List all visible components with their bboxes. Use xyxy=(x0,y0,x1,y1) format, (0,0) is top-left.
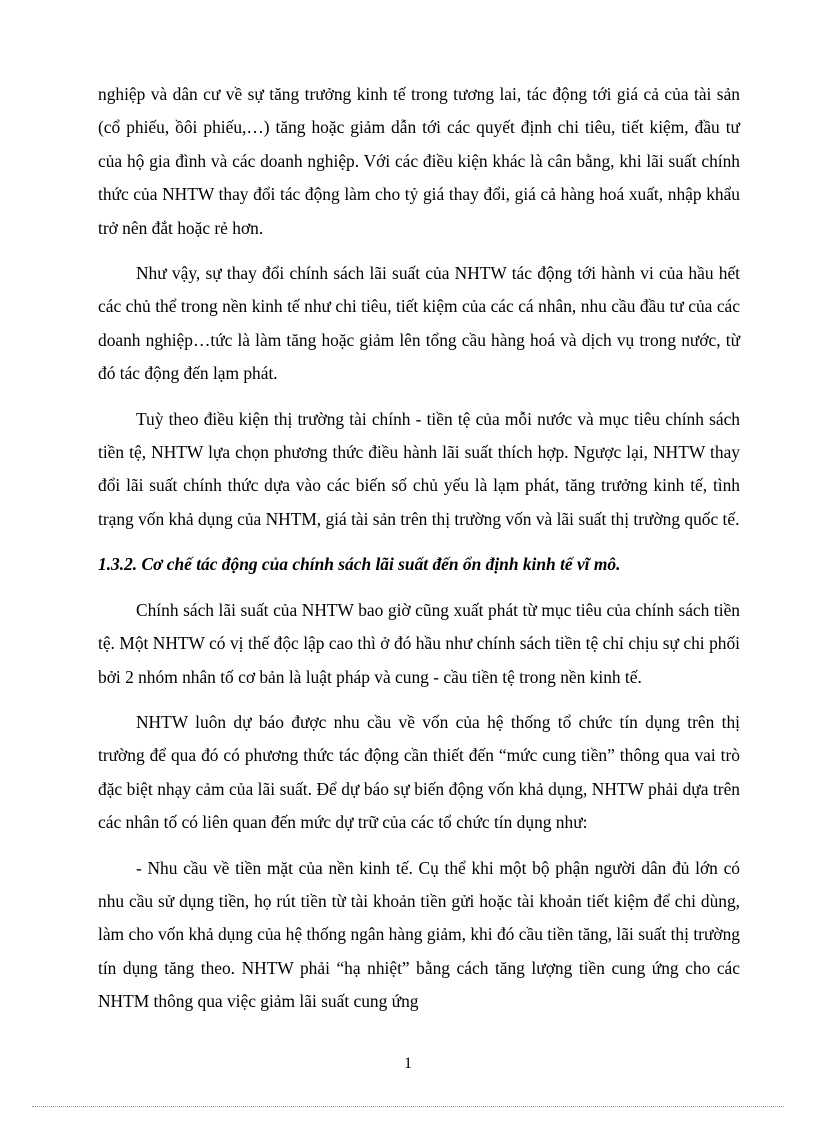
page-number: 1 xyxy=(404,1055,412,1072)
paragraph-operating-method: Tuỳ theo điều kiện thị trường tài chính - tiền tệ của mỗi nước và mục tiêu chính sách tiền tệ, NHTW lựa chọn phương thức điều hành lãi suất thích hợp. Ngược lại, NHTW thay đổi lãi suất chính thức dựa vào các biến số chủ yếu là lạm phát, tăng trưởng kinh tế, tình trạng vốn khả dụng của NHTM, giá tài sản trên thị trường vốn và lãi suất thị trường quốc tế. xyxy=(98,408,740,529)
footer-divider xyxy=(32,1106,784,1107)
paragraph-cash-demand: - Nhu cầu về tiền mặt của nền kinh tế. Cụ thể khi một bộ phận người dân đủ lớn có nhu cầu sử dụng tiền, họ rút tiền từ tài khoản tiền gửi hoặc tài khoản tiết kiệm để chi dùng, làm cho vốn khả dụng của hệ thống ngân hàng giảm, khi đó cầu tiền tăng, lãi suất thị trường tín dụng tăng theo. NHTW phải “hạ nhiệt” bằng cách tăng lượng tiền cung ứng cho các NHTM thông qua việc giảm lãi suất cung ứng xyxy=(98,857,740,1012)
paragraph-capital-forecast: NHTW luôn dự báo được nhu cầu về vốn của hệ thống tổ chức tín dụng trên thị trường để qua đó có phương thức tác động cần thiết đến “mức cung tiền” thông qua vai trò đặc biệt nhạy cảm của lãi suất. Để dự báo sự biến động vốn khả dụng, NHTW phải dựa trên các nhân tố có liên quan đến mức dự trữ của các tổ chức tín dụng như: xyxy=(98,711,740,833)
paragraph-continuation: nghiệp và dân cư về sự tăng trưởng kinh tế trong tương lai, tác động tới giá cả của tài sản (cổ phiếu, ồôi phiếu,…) tăng hoặc giảm dẫn tới các quyết định chi tiêu, tiết kiệm, đầu tư của hộ gia đình và các doanh nghiệp. Với các điều kiện khác là cân bằng, khi lãi suất chính thức của NHTW thay đổi tác động làm cho tỷ giá thay đổi, giá cả hàng hoá xuất, nhập khẩu trở nên đắt hoặc rẻ hơn. xyxy=(98,84,740,238)
document-page xyxy=(98,78,740,1019)
paragraph-policy-objective: Chính sách lãi suất của NHTW bao giờ cũng xuất phát từ mục tiêu của chính sách tiền tệ. Một NHTW có vị thế độc lập cao thì ở đó hầu như chính sách tiền tệ chỉ chịu sự chi phối bởi 2 nhóm nhân tố cơ bản là luật pháp và cung - cầu tiền tệ trong nền kinh tế. xyxy=(98,599,740,687)
paragraph-interest-policy-effect: Như vậy, sự thay đổi chính sách lãi suất của NHTW tác động tới hành vi của hầu hết các chủ thể trong nền kinh tế như chi tiêu, tiết kiệm của các cá nhân, nhu cầu đầu tư của các doanh nghiệp…tức là làm tăng hoặc giảm lên tổng cầu hàng hoá và dịch vụ trong nước, từ đó tác động đến lạm phát. xyxy=(98,263,740,384)
section-heading: 1.3.2. Cơ chế tác động của chính sách lãi suất đến ổn định kinh tế vĩ mô. xyxy=(98,554,621,575)
